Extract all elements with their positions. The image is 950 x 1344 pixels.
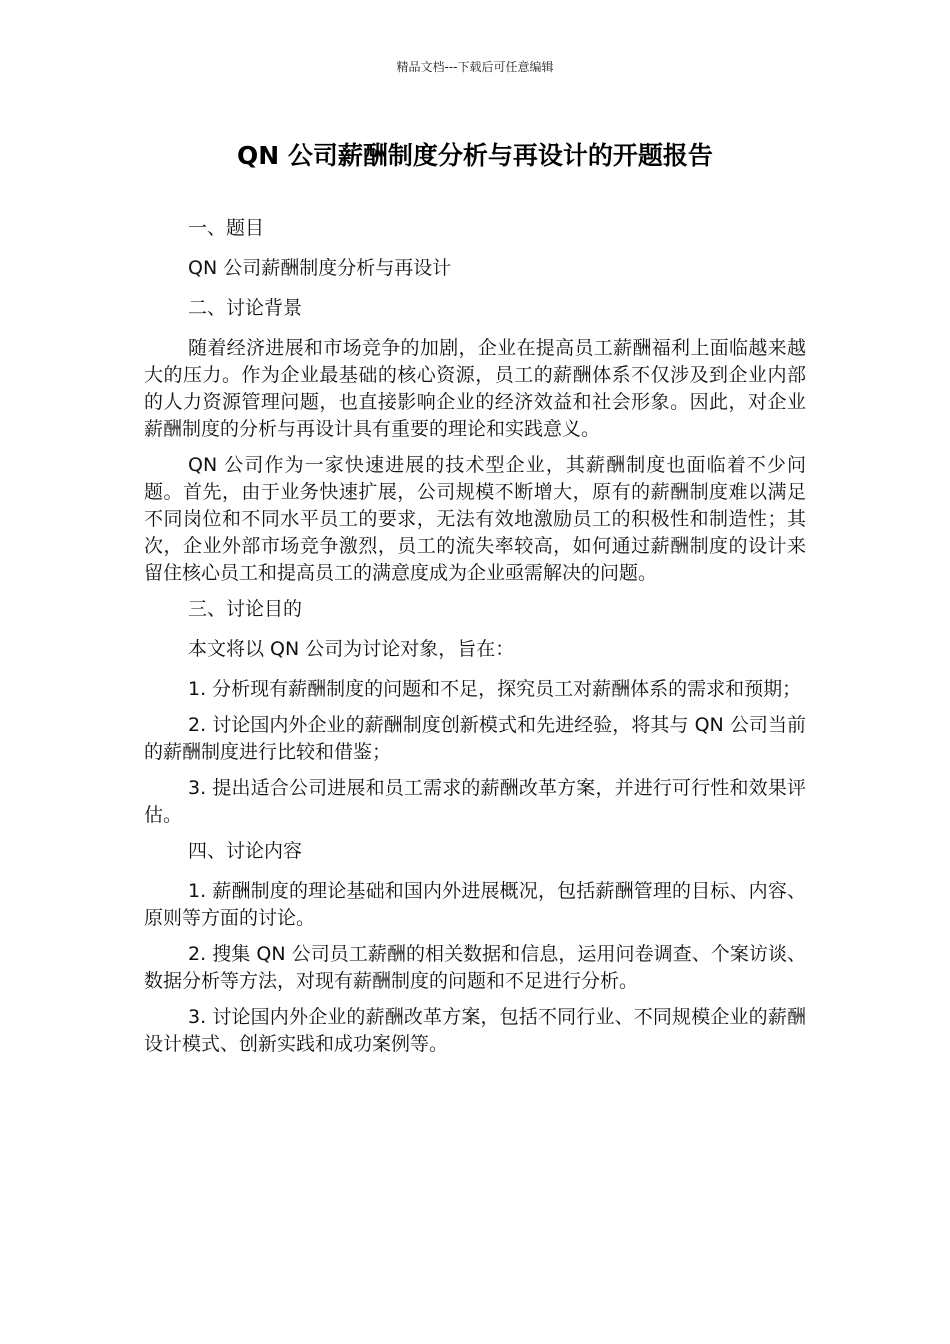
section-heading-content: 四、讨论内容 [188, 840, 303, 862]
section-heading-purpose: 三、讨论目的 [188, 598, 303, 620]
purpose-item-3: 3. 提出适合公司进展和员工需求的薪酬改革方案，并进行可行性和效果评估。 [144, 777, 806, 826]
content-item-1: 1. 薪酬制度的理论基础和国内外进展概况，包括薪酬管理的目标、内容、原则等方面的讨论。 [144, 880, 806, 929]
background-paragraph-1: 随着经济进展和市场竞争的加剧，企业在提高员工薪酬福利上面临越来越大的压力。作为企业最基础的核心资源，员工的薪酬体系不仅涉及到企业内部的人力资源管理问题，也直接影响企业的经济效益和社会形象。因此，对企业薪酬制度的分析与再设计具有重要的理论和实践意义。 [144, 337, 806, 440]
topic-text: QN 公司薪酬制度分析与再设计 [188, 257, 452, 279]
section-heading-background: 二、讨论背景 [188, 297, 303, 319]
purpose-item-1: 1. 分析现有薪酬制度的问题和不足，探究员工对薪酬体系的需求和预期； [188, 678, 802, 700]
document-title: QN 公司薪酬制度分析与再设计的开题报告 [237, 141, 713, 170]
document-body [144, 215, 806, 1067]
content-item-2: 2. 搜集 QN 公司员工薪酬的相关数据和信息，运用问卷调查、个案访谈、数据分析等方法，对现有薪酬制度的问题和不足进行分析。 [144, 943, 806, 992]
header-note: 精品文档---下载后可任意编辑 [396, 60, 554, 74]
content-item-3: 3. 讨论国内外企业的薪酬改革方案，包括不同行业、不同规模企业的薪酬设计模式、创新实践和成功案例等。 [144, 1006, 806, 1055]
purpose-intro: 本文将以 QN 公司为讨论对象，旨在： [188, 638, 515, 660]
section-heading-topic: 一、题目 [188, 217, 265, 239]
purpose-item-2: 2. 讨论国内外企业的薪酬制度创新模式和先进经验，将其与 QN 公司当前的薪酬制度进行比较和借鉴； [144, 714, 806, 763]
background-paragraph-2: QN 公司作为一家快速进展的技术型企业，其薪酬制度也面临着不少问题。首先，由于业务快速扩展，公司规模不断增大，原有的薪酬制度难以满足不同岗位和不同水平员工的要求，无法有效地激励员工的积极性和制造性；其次，企业外部市场竞争激烈，员工的流失率较高，如何通过薪酬制度的设计来留住核心员工和提高员工的满意度成为企业亟需解决的问题。 [144, 454, 806, 584]
